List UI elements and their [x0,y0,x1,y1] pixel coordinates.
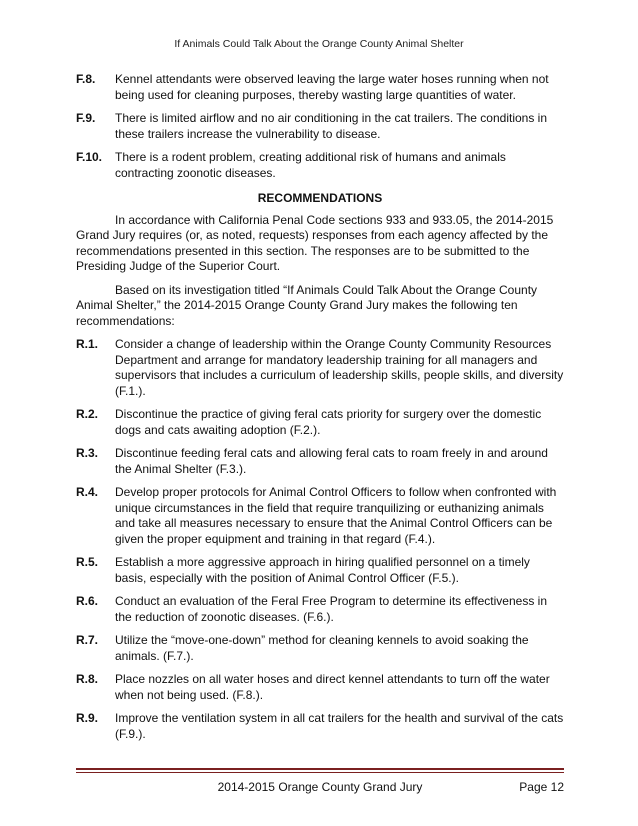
finding-text: There is a rodent problem, creating additional risk of humans and animals contracting zoonotic diseases. [115,150,506,180]
page-number: Page 12 [519,780,564,794]
recommendation-r1 [76,337,564,399]
recommendation-number: R.3. [76,446,99,460]
recommendation-number: R.5. [76,555,99,569]
recommendation-text: Improve the ventilation system in all cat trailers for the health and survival of the cats (F.9.). [115,711,564,741]
recommendation-text: Develop proper protocols for Animal Control Officers to follow when confronted with unique circumstances in the field that require tranquilizing or euthanizing animals and take all measures necessary to ensure that the Animal Control Officers can be given the proper equipment and training in that regard (F.4.). [115,485,557,546]
recommendation-r8 [76,672,564,703]
recommendation-r2 [76,407,564,438]
recommendation-r4 [76,485,564,547]
recommendation-r6 [76,594,564,625]
finding-text: Kennel attendants were observed leaving the large water hoses running when not being used for cleaning purposes, thereby wasting large quantities of water. [115,72,549,102]
finding-f8 [76,72,564,103]
recommendation-text: Discontinue feeding feral cats and allowing feral cats to roam freely in and around the Animal Shelter (F.3.). [115,446,548,476]
recommendation-number: R.2. [76,407,99,421]
finding-f9 [76,111,564,142]
recommendation-text: Establish a more aggressive approach in hiring qualified personnel on a timely basis, especially with the position of Animal Control Officer (F.5.). [115,555,530,585]
finding-number: F.9. [76,111,96,125]
recommendation-number: R.8. [76,672,99,686]
recommendation-text: Discontinue the practice of giving feral cats priority for surgery over the domestic dogs and cats awaiting adoption (F.2.). [115,407,542,437]
running-header: If Animals Could Talk About the Orange County Animal Shelter [174,38,464,50]
recommendation-number: R.4. [76,485,99,499]
intro-paragraph: In accordance with California Penal Code sections 933 and 933.05, the 2014-2015 Grand Jury requires (or, as noted, requests) responses from each agency affected by the recommendations presented in this section. The responses are to be submitted to the Presiding Judge of the Superior Court. [76,212,554,273]
recommendations-heading: RECOMMENDATIONS [257,191,383,205]
recommendation-number: R.6. [76,594,99,608]
document-body [76,72,564,750]
recommendation-text: Consider a change of leadership within the Orange County Community Resources Department and arrange for mandatory leadership training for all managers and supervisors that includes a curriculum of leadership skills, people skills, and diversity (F.1.). [115,337,564,398]
footer-rule [76,768,564,770]
finding-text: There is limited airflow and no air conditioning in the cat trailers. The conditions in these trailers increase the vulnerability to disease. [115,111,547,141]
recommendation-text: Utilize the “move-one-down” method for cleaning kennels to avoid soaking the animals. (F.7.). [115,633,529,663]
recommendation-r5 [76,555,564,586]
intro-paragraph: Based on its investigation titled “If Animals Could Talk About the Orange County Animal Shelter,” the 2014-2015 Orange County Grand Jury makes the following ten recommendations: [76,282,538,328]
recommendation-number: R.7. [76,633,99,647]
footer-title: 2014-2015 Orange County Grand Jury [217,780,423,794]
recommendation-r9 [76,711,564,742]
recommendation-r3 [76,446,564,477]
finding-number: F.10. [76,150,103,164]
recommendation-text: Conduct an evaluation of the Feral Free Program to determine its effectiveness in the reduction of zoonotic diseases. (F.6.). [115,594,548,624]
footer-rule [76,772,564,773]
finding-f10 [76,150,564,181]
recommendation-r7 [76,633,564,664]
recommendation-number: R.9. [76,711,99,725]
finding-number: F.8. [76,72,96,86]
recommendation-number: R.1. [76,337,99,351]
recommendation-text: Place nozzles on all water hoses and direct kennel attendants to turn off the water when not being used. (F.8.). [115,672,550,702]
